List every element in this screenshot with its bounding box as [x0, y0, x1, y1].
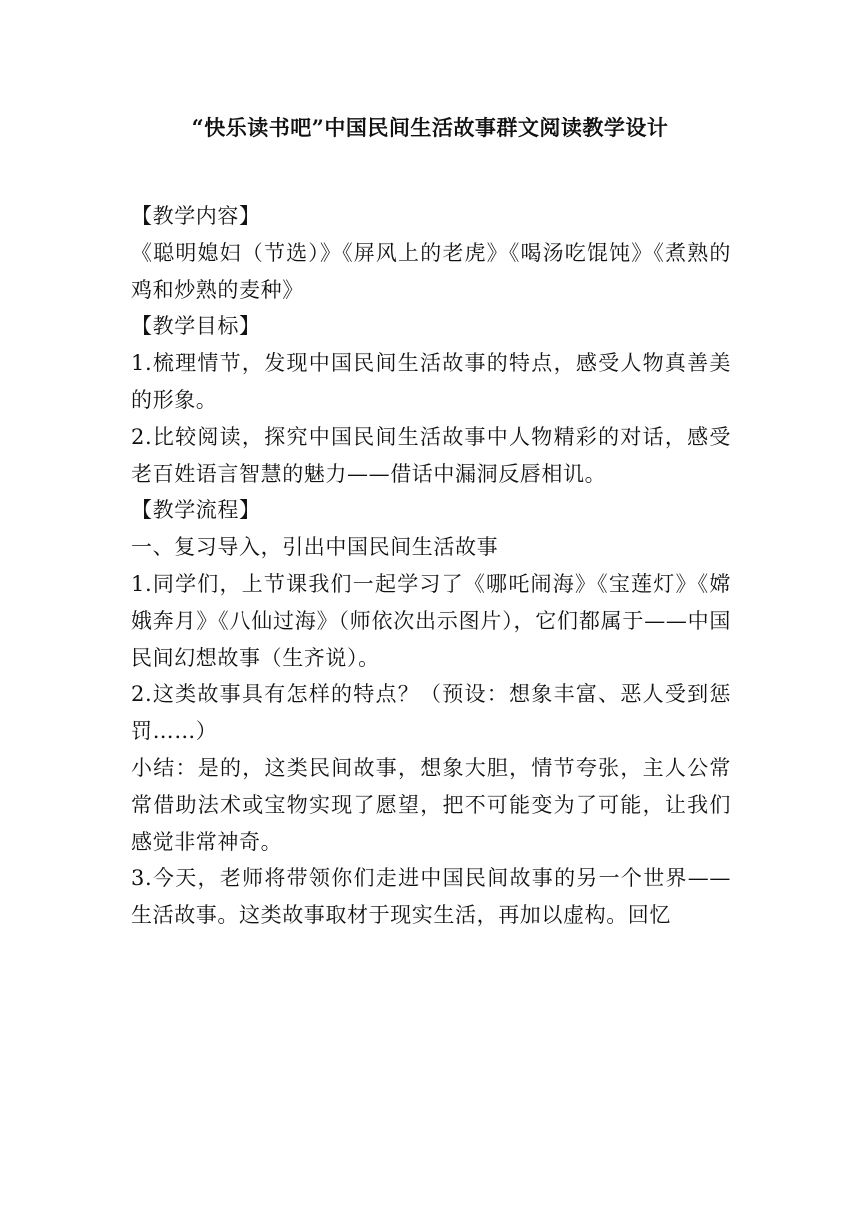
document-body: [131, 198, 731, 934]
paragraph-step-1: 1.同学们，上节课我们一起学习了《哪吒闹海》《宝莲灯》《嫦娥奔月》《八仙过海》（师依次出示图片），它们都属于——中国民间幻想故事（生齐说）。: [131, 571, 731, 670]
paragraph-step-3: 3.今天，老师将带领你们走进中国民间故事的另一个世界——生活故事。这类故事取材于现实生活，再加以虚构。回忆: [131, 866, 731, 928]
document-title: “快乐读书吧”中国民间生活故事群文阅读教学设计: [191, 115, 669, 140]
heading-teaching-process: 【教学流程】: [131, 498, 261, 523]
section-heading-1: 一、复习导入，引出中国民间生活故事: [131, 535, 499, 560]
heading-teaching-content: 【教学内容】: [131, 204, 261, 228]
paragraph-step-2: 2.这类故事具有怎样的特点？（预设：想象丰富、恶人受到惩罚……）: [131, 682, 731, 744]
heading-teaching-goals: 【教学目标】: [131, 314, 261, 339]
paragraph-goal-1: 1.梳理情节，发现中国民间生活故事的特点，感受人物真善美的形象。: [131, 351, 731, 412]
paragraph-goal-2: 2.比较阅读，探究中国民间生活故事中人物精彩的对话，感受老百姓语言智慧的魅力——借话中漏洞反唇相讥。: [131, 424, 731, 486]
paragraph-text-list: 《聪明媳妇（节选）》《屏风上的老虎》《喝汤吃馄饨》《煮熟的鸡和炒熟的麦种》: [131, 240, 731, 302]
paragraph-summary: 小结：是的，这类民间故事，想象大胆，情节夸张，主人公常常借助法术或宝物实现了愿望，把不可能变为了可能，让我们感觉非常神奇。: [131, 755, 731, 854]
